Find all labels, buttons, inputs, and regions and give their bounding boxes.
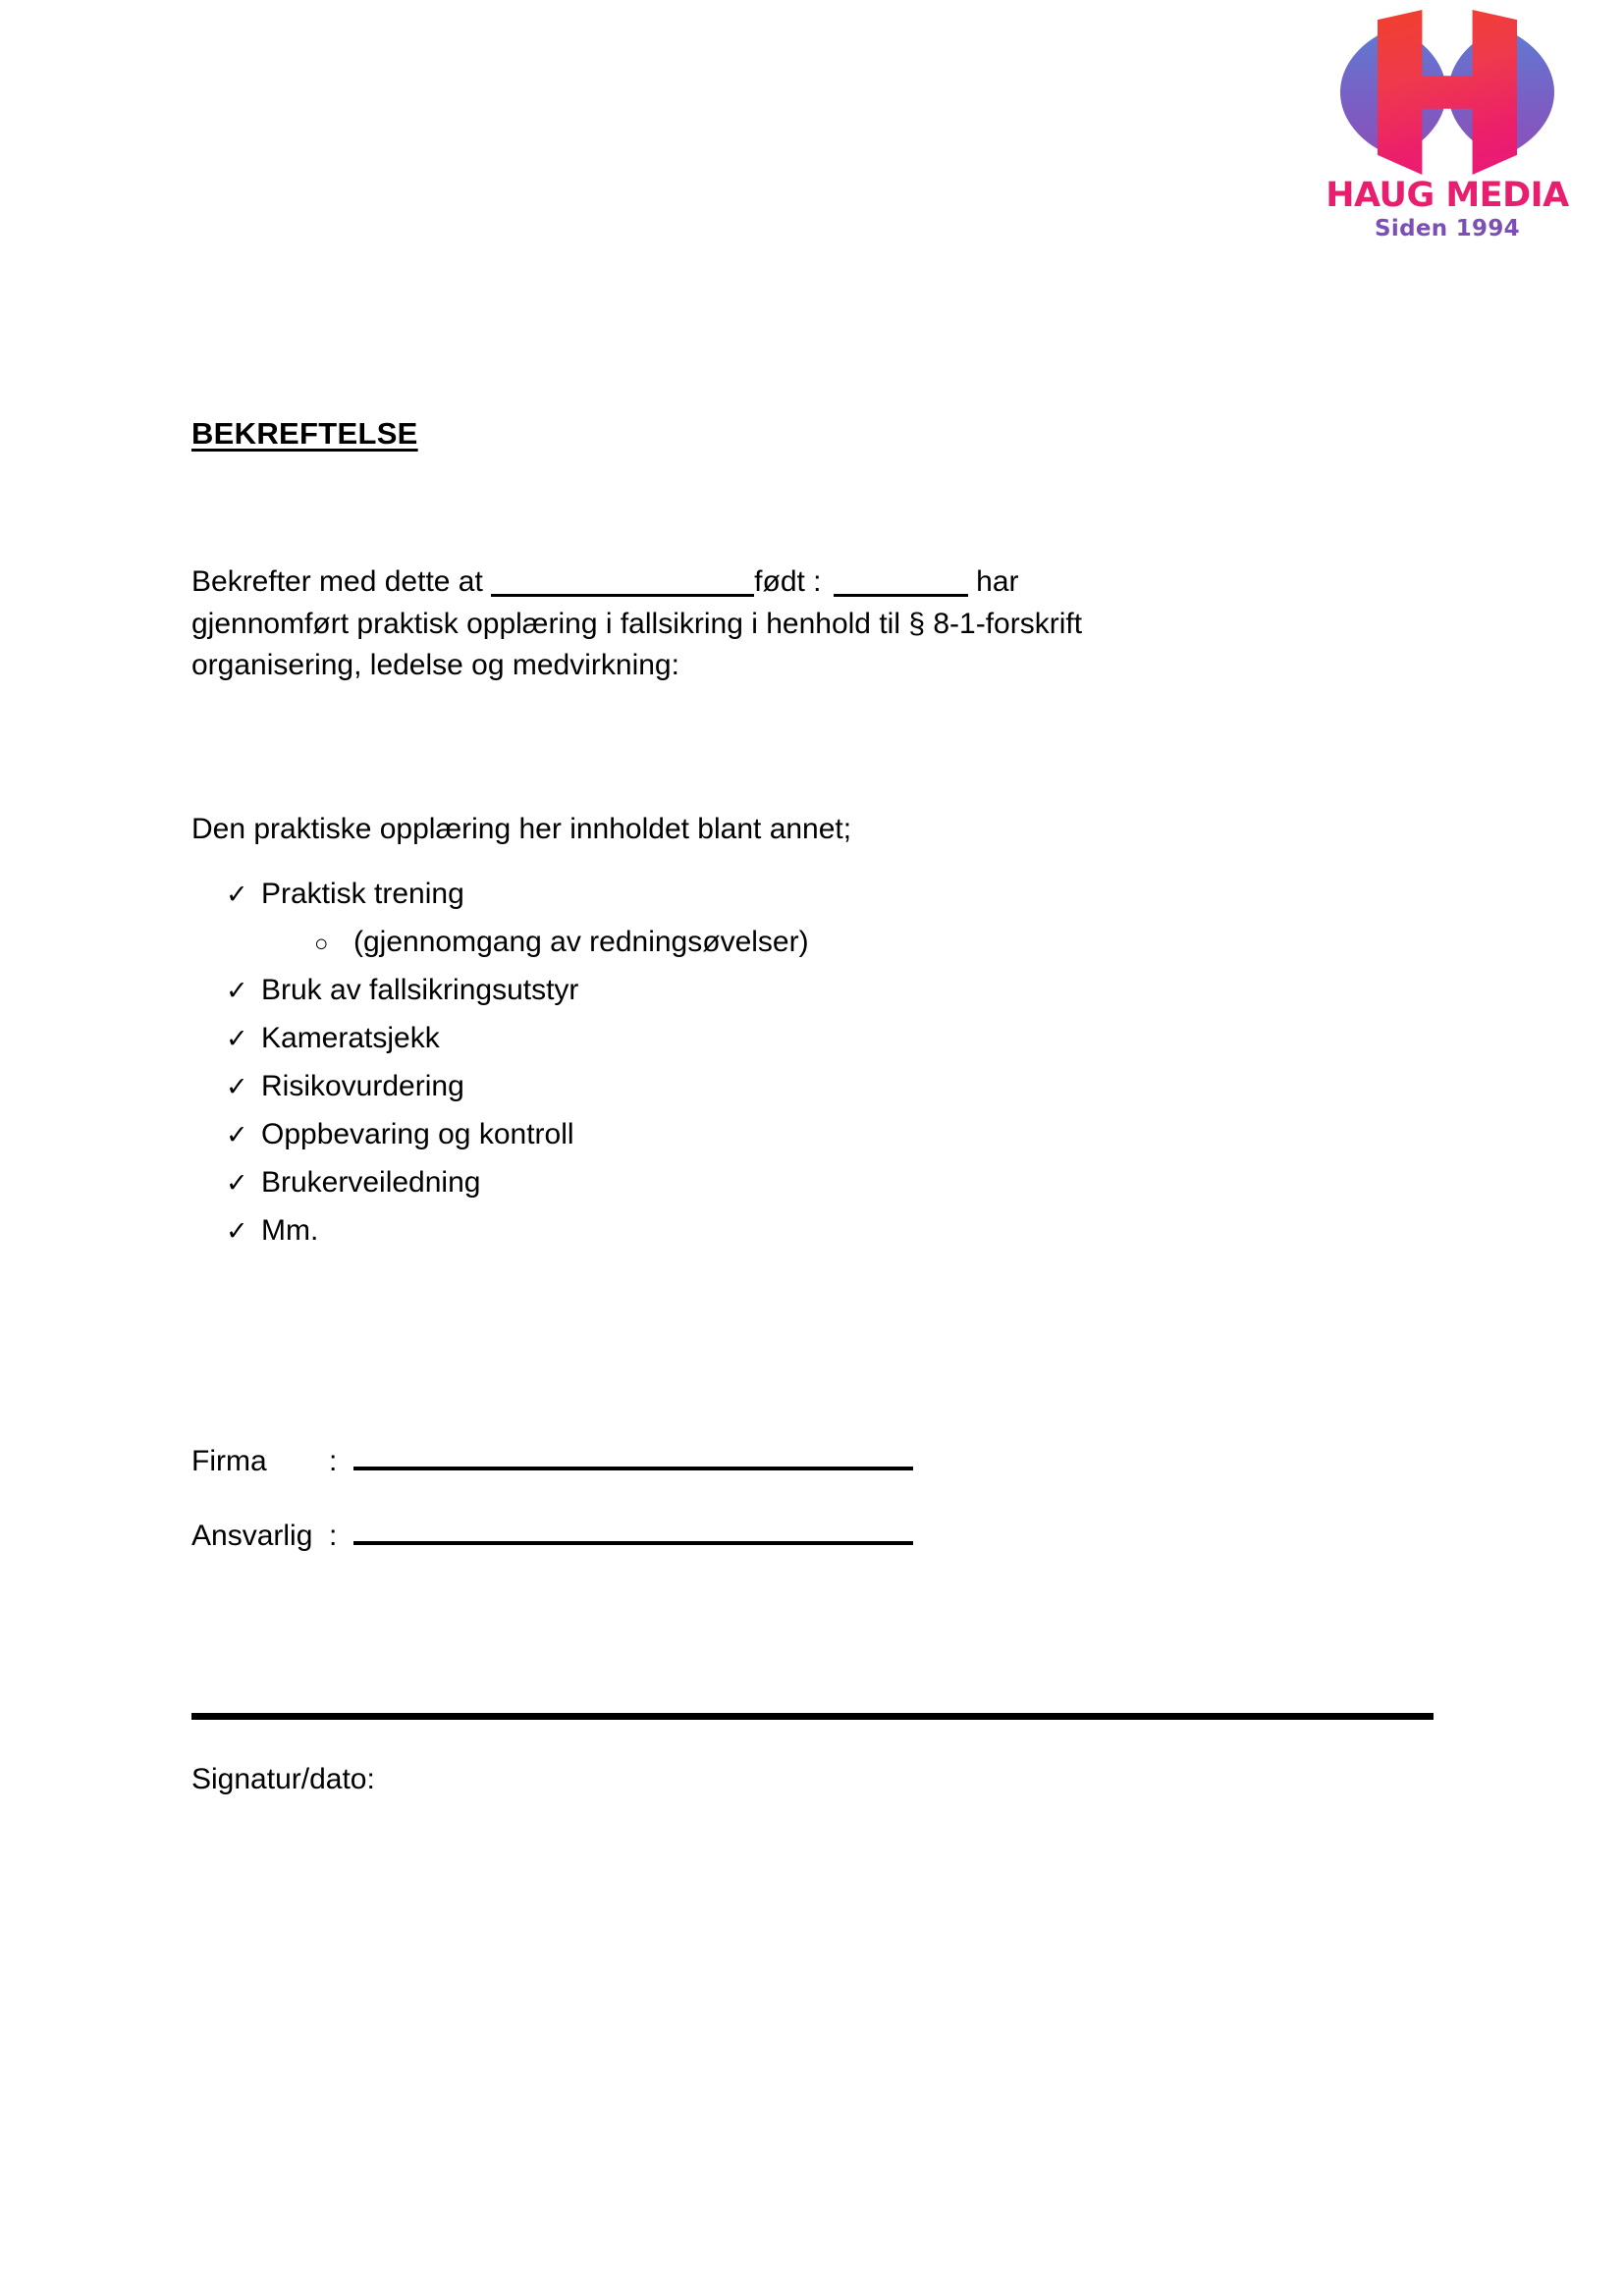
- list-item: [226, 1114, 1208, 1162]
- hollow-circle-icon: ○: [314, 931, 329, 957]
- lead-in-text: Den praktiske opplæring her innholdet blant annet;: [191, 813, 852, 845]
- logo-company-name: HAUG MEDIA: [1326, 176, 1569, 215]
- ansvarlig-input-line[interactable]: [353, 1525, 913, 1545]
- list-item-label: Praktisk trening: [261, 878, 464, 910]
- field-row-firma: [191, 1441, 913, 1516]
- list-item: [226, 970, 1208, 1018]
- intro-line-1-prefix: Bekrefter med dette at: [191, 565, 492, 598]
- list-item-label: Risikovurdering: [261, 1070, 464, 1102]
- page-title: BEKREFTELSE: [191, 416, 418, 451]
- logo-tagline: Siden 1994: [1375, 216, 1520, 241]
- checkmark-icon: ✓: [226, 1072, 248, 1101]
- horizontal-divider: [191, 1713, 1434, 1720]
- signature-fields: [191, 1441, 913, 1590]
- checkmark-icon: ✓: [226, 1168, 248, 1198]
- haug-media-logo-icon: [1334, 10, 1560, 175]
- intro-line-3: organisering, ledelse og medvirkning:: [191, 649, 679, 682]
- field-row-ansvarlig: [191, 1516, 913, 1590]
- list-item: [226, 1018, 1208, 1066]
- list-item-label: Kameratsjekk: [261, 1022, 440, 1054]
- list-item-label: Bruk av fallsikringsutstyr: [261, 974, 579, 1006]
- logo-h-letter-icon: [1378, 10, 1517, 175]
- intro-paragraph: [191, 561, 1409, 687]
- signature-date-label: Signatur/dato:: [191, 1763, 375, 1795]
- name-blank-field[interactable]: [491, 575, 754, 597]
- checkmark-icon: ✓: [226, 880, 248, 909]
- intro-line-2: gjennomført praktisk opplæring i fallsikring i henhold til § 8-1-forskrift: [191, 607, 1083, 640]
- list-item: [226, 874, 1208, 922]
- list-item-label: Mm.: [261, 1214, 319, 1247]
- birthdate-blank-field[interactable]: [834, 575, 968, 597]
- checkmark-icon: ✓: [226, 1216, 248, 1246]
- company-logo: [1320, 10, 1575, 241]
- list-item: [226, 1162, 1208, 1210]
- firma-input-line[interactable]: [353, 1451, 913, 1470]
- ansvarlig-label: Ansvarlig: [191, 1520, 313, 1552]
- list-item-label: Brukerveiledning: [261, 1166, 481, 1199]
- list-item: [226, 1066, 1208, 1114]
- checkmark-icon: ✓: [226, 1024, 248, 1053]
- intro-line-1-born-label: født :: [754, 565, 830, 598]
- sub-list-item-label: (gjennomgang av redningsøvelser): [353, 926, 809, 958]
- firma-colon: :: [329, 1445, 338, 1477]
- sub-list-item: [314, 922, 1208, 970]
- ansvarlig-colon: :: [329, 1520, 338, 1552]
- checkmark-icon: ✓: [226, 1120, 248, 1149]
- checkmark-icon: ✓: [226, 976, 248, 1005]
- list-item: [226, 1210, 1208, 1258]
- intro-line-1-suffix: har: [967, 565, 1019, 598]
- list-item-label: Oppbevaring og kontroll: [261, 1118, 574, 1150]
- intro-line-1: [191, 561, 1409, 604]
- training-checklist: [226, 874, 1208, 1258]
- firma-label: Firma: [191, 1445, 267, 1477]
